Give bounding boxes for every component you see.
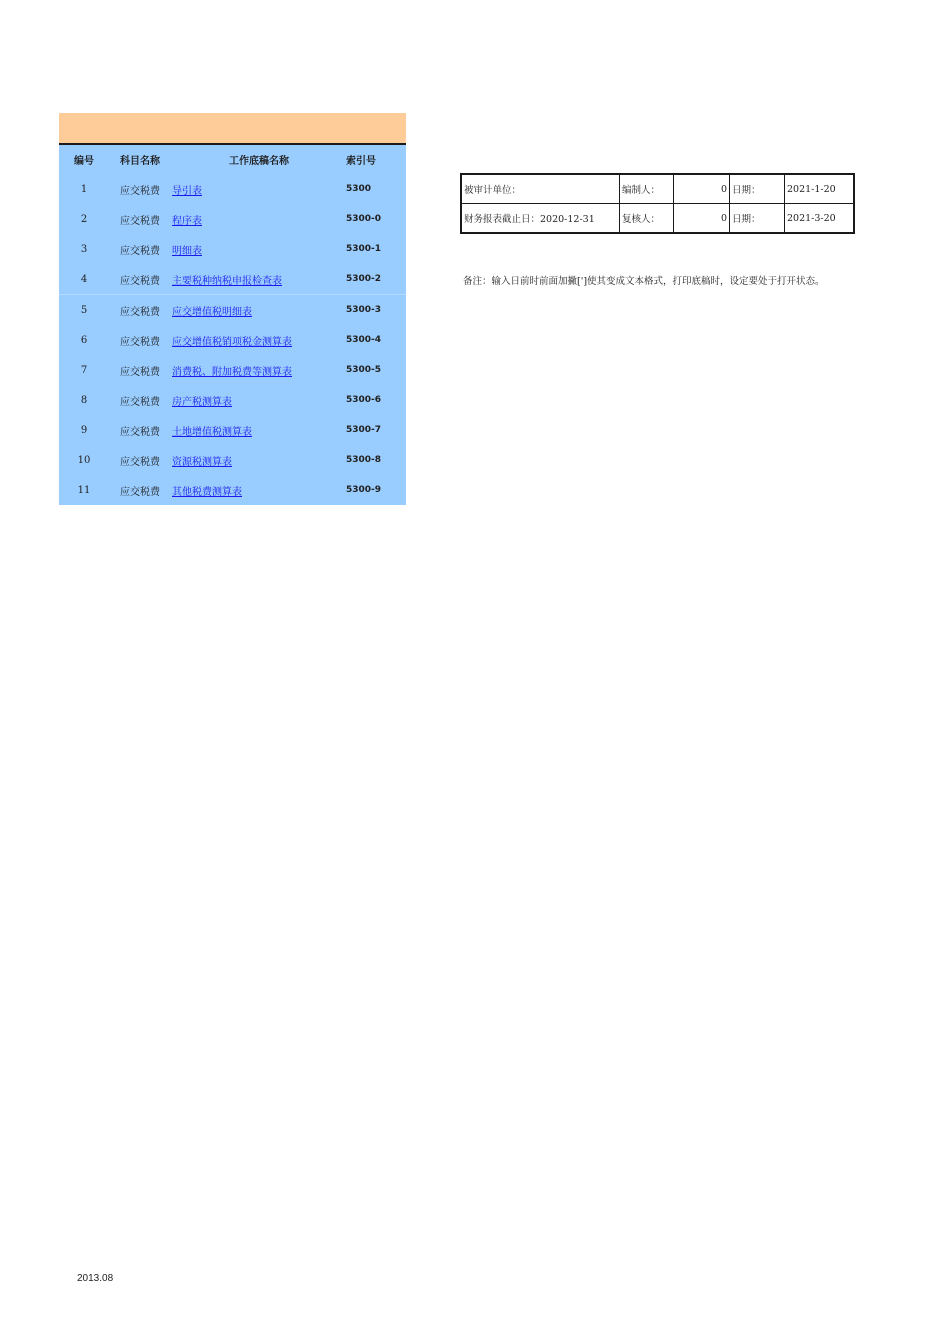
note-text: 备注：输入日前时前面加撇[']使其变成文本格式，打印底稿时，设定要处于打开状态。 xyxy=(463,276,825,287)
row-num: 1 xyxy=(80,183,88,195)
prepare-date-value[interactable]: 2021-1-20 xyxy=(785,174,855,204)
row-num: 11 xyxy=(77,484,91,496)
table-row xyxy=(59,355,406,385)
table-row xyxy=(59,475,406,505)
workpaper-link[interactable]: 其他税费测算表 xyxy=(172,486,242,498)
table-row xyxy=(59,264,406,294)
row-num: 7 xyxy=(80,364,88,376)
workpaper-link[interactable]: 明细表 xyxy=(172,245,202,257)
index-banner xyxy=(59,113,406,145)
table-row xyxy=(59,234,406,264)
row-index: 5300 xyxy=(346,184,372,194)
footer-version: 2013.08 xyxy=(77,1273,114,1284)
row-index: 5300-0 xyxy=(346,214,382,224)
header-name: 工作底稿名称 xyxy=(229,156,289,167)
index-table xyxy=(59,113,406,505)
row-name-cell xyxy=(171,483,346,498)
index-header-row xyxy=(59,145,406,174)
workpaper-link[interactable]: 土地增值税测算表 xyxy=(172,426,252,438)
row-index: 5300-8 xyxy=(346,455,382,465)
auditee-label: 被审计单位： xyxy=(461,174,620,204)
row-subject: 应交税费 xyxy=(120,185,160,197)
row-subject: 应交税费 xyxy=(120,336,160,348)
info-table xyxy=(460,173,855,234)
row-num: 4 xyxy=(80,273,88,285)
reviewer-label: 复核人： xyxy=(620,204,674,234)
row-subject: 应交税费 xyxy=(120,396,160,408)
row-index: 5300-2 xyxy=(346,274,382,284)
header-subject: 科目名称 xyxy=(120,156,160,167)
preparer-label: 编制人： xyxy=(620,174,674,204)
workpaper-link[interactable]: 房产税测算表 xyxy=(172,396,232,408)
row-subject: 应交税费 xyxy=(120,486,160,498)
row-name-cell xyxy=(171,182,346,197)
preparer-value[interactable]: 0 xyxy=(674,174,730,204)
row-subject: 应交税费 xyxy=(120,245,160,257)
workpaper-link[interactable]: 主要税种纳税申报检查表 xyxy=(172,275,282,287)
table-row xyxy=(59,325,406,355)
header-index: 索引号 xyxy=(346,156,376,167)
row-index: 5300-6 xyxy=(346,395,382,405)
row-subject: 应交税费 xyxy=(120,366,160,378)
row-name-cell xyxy=(171,242,346,257)
table-row xyxy=(59,204,406,234)
row-name-cell xyxy=(171,393,346,408)
info-row-1 xyxy=(461,174,854,204)
row-index: 5300-3 xyxy=(346,305,382,315)
table-row xyxy=(59,385,406,415)
row-num: 3 xyxy=(80,243,88,255)
workpaper-link[interactable]: 资源税测算表 xyxy=(172,456,232,468)
row-name-cell xyxy=(171,333,346,348)
row-name-cell xyxy=(171,272,346,287)
prepare-date-label: 日期： xyxy=(730,174,785,204)
table-row xyxy=(59,415,406,445)
row-index: 5300-9 xyxy=(346,485,382,495)
table-row xyxy=(59,445,406,475)
row-subject: 应交税费 xyxy=(120,306,160,318)
row-index: 5300-1 xyxy=(346,244,382,254)
workpaper-link[interactable]: 导引表 xyxy=(172,185,202,197)
table-row xyxy=(59,174,406,204)
row-subject: 应交税费 xyxy=(120,426,160,438)
row-num: 8 xyxy=(80,394,88,406)
row-subject: 应交税费 xyxy=(120,275,160,287)
header-num: 编号 xyxy=(74,156,94,167)
row-num: 5 xyxy=(80,304,88,316)
period-end-label: 财务报表截止日：2020-12-31 xyxy=(461,204,620,234)
row-index: 5300-7 xyxy=(346,425,382,435)
row-subject: 应交税费 xyxy=(120,456,160,468)
row-num: 6 xyxy=(80,334,88,346)
table-row xyxy=(59,294,406,325)
row-num: 9 xyxy=(80,424,88,436)
workpaper-link[interactable]: 消费税、附加税费等测算表 xyxy=(172,366,292,378)
row-index: 5300-4 xyxy=(346,335,382,345)
reviewer-value[interactable]: 0 xyxy=(674,204,730,234)
row-num: 10 xyxy=(77,454,91,466)
row-name-cell xyxy=(171,453,346,468)
workpaper-link[interactable]: 程序表 xyxy=(172,215,202,227)
row-name-cell xyxy=(171,303,346,318)
row-name-cell xyxy=(171,363,346,378)
row-num: 2 xyxy=(80,213,88,225)
row-index: 5300-5 xyxy=(346,365,382,375)
workpaper-link[interactable]: 应交增值税销项税金测算表 xyxy=(172,336,292,348)
workpaper-link[interactable]: 应交增值税明细表 xyxy=(172,306,252,318)
index-body xyxy=(59,145,406,505)
info-row-2 xyxy=(461,204,854,234)
row-subject: 应交税费 xyxy=(120,215,160,227)
row-name-cell xyxy=(171,423,346,438)
review-date-label: 日期： xyxy=(730,204,785,234)
review-date-value[interactable]: 2021-3-20 xyxy=(785,204,855,234)
row-name-cell xyxy=(171,212,346,227)
